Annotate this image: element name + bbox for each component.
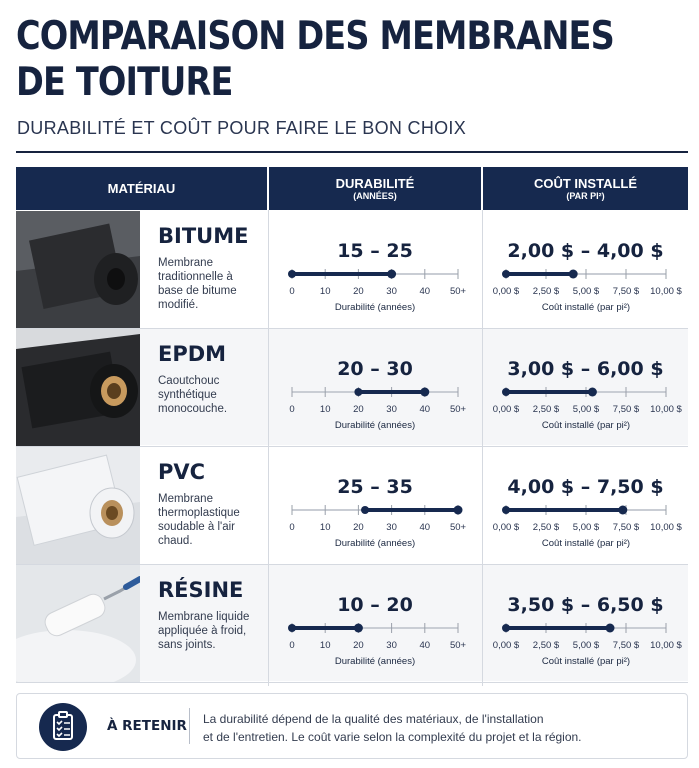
material-description xyxy=(158,610,266,652)
durability-tick-label: 20 xyxy=(353,286,364,297)
material-name: RÉSINE xyxy=(158,578,244,602)
cost-tick-label: 2,50 $ xyxy=(532,640,560,651)
material-name: BITUME xyxy=(158,224,249,248)
cost-tick-label: 2,50 $ xyxy=(532,404,560,415)
durability-tick-label: 50+ xyxy=(449,640,467,651)
durability-range-label: 25 – 35 xyxy=(337,476,413,498)
header-material xyxy=(16,167,267,210)
durability-axis-label: Durabilité (années) xyxy=(334,538,416,549)
material-description-line: sans joints. xyxy=(158,639,216,651)
material-description-line: Caoutchouc xyxy=(158,375,220,387)
material-name: EPDM xyxy=(158,342,227,366)
cost-range-dot xyxy=(606,624,615,633)
material-description-line: traditionnelle à xyxy=(158,271,233,283)
durability-tick-label: 50+ xyxy=(449,404,467,415)
footer-label: À RETENIR xyxy=(107,718,187,734)
durability-tick-label: 10 xyxy=(319,404,331,415)
material-name: PVC xyxy=(158,460,206,484)
cost-tick-label: 5,00 $ xyxy=(572,640,600,651)
header-material-label: MATÉRIAU xyxy=(107,181,176,196)
cost-scale xyxy=(492,268,682,313)
cost-range-label: 2,00 $ – 4,00 $ xyxy=(507,240,664,262)
durability-range-dot xyxy=(361,506,369,514)
durability-scale xyxy=(289,622,467,667)
cost-range-label: 4,00 $ – 7,50 $ xyxy=(507,476,664,498)
cost-scale xyxy=(492,622,682,667)
material-description-line: monocouche. xyxy=(158,403,228,415)
durability-tick-label: 30 xyxy=(386,640,397,651)
durability-range-label: 10 – 20 xyxy=(337,594,413,616)
cost-tick-label: 0,00 $ xyxy=(492,404,520,415)
cost-tick-label: 0,00 $ xyxy=(492,286,520,297)
material-description-line: base de bitume xyxy=(158,285,237,297)
durability-tick-label: 40 xyxy=(419,522,431,533)
durability-tick-label: 20 xyxy=(353,522,364,533)
cost-tick-label: 2,50 $ xyxy=(532,522,560,533)
clipboard-checklist-icon xyxy=(39,703,87,751)
cost-range-dot xyxy=(502,388,510,396)
durability-range-label: 20 – 30 xyxy=(337,358,413,380)
cost-range-dot xyxy=(618,506,627,515)
durability-axis-label: Durabilité (années) xyxy=(334,302,416,313)
header-cost-sub: (PAR PI²) xyxy=(566,190,605,201)
cost-range-dot xyxy=(502,624,510,632)
durability-tick-label: 50+ xyxy=(449,286,467,297)
durability-tick-label: 50+ xyxy=(449,522,467,533)
material-photo-dark-roll xyxy=(16,329,140,446)
durability-tick-label: 30 xyxy=(386,404,397,415)
cost-scale xyxy=(492,504,682,549)
material-description xyxy=(158,256,266,312)
page-title xyxy=(16,14,614,106)
footer-divider xyxy=(189,708,190,744)
durability-range-dot xyxy=(420,388,429,397)
durability-tick-label: 20 xyxy=(353,404,364,415)
cost-range-label: 3,00 $ – 6,00 $ xyxy=(507,358,664,380)
durability-tick-label: 30 xyxy=(386,286,397,297)
header-cost-label: COÛT INSTALLÉ xyxy=(533,175,638,191)
durability-tick-label: 30 xyxy=(386,522,397,533)
cost-axis-label: Coût installé (par pi²) xyxy=(541,656,631,667)
durability-range-dot xyxy=(387,270,396,279)
cost-tick-label: 7,50 $ xyxy=(612,522,640,533)
column-divider xyxy=(268,210,269,686)
header-cost xyxy=(483,167,688,210)
durability-tick-label: 10 xyxy=(319,522,331,533)
header-durability xyxy=(269,167,481,210)
durability-range-label: 15 – 25 xyxy=(337,240,413,262)
cost-axis-label: Coût installé (par pi²) xyxy=(541,420,631,431)
cost-tick-label: 5,00 $ xyxy=(572,286,600,297)
cost-range-dot xyxy=(569,270,578,279)
cost-tick-label: 10,00 $ xyxy=(650,286,682,297)
cost-tick-label: 10,00 $ xyxy=(650,522,682,533)
durability-scale xyxy=(289,386,467,431)
durability-axis-label: Durabilité (années) xyxy=(334,656,416,667)
durability-tick-label: 0 xyxy=(289,404,295,415)
material-description xyxy=(158,492,266,548)
material-description-line: soudable à l'air xyxy=(158,521,235,533)
footer-text xyxy=(203,710,673,746)
durability-range-dot xyxy=(454,506,463,515)
cost-tick-label: 7,50 $ xyxy=(612,640,640,651)
row-divider xyxy=(16,682,688,683)
cost-tick-label: 2,50 $ xyxy=(532,286,560,297)
column-divider xyxy=(482,210,483,686)
cost-tick-label: 10,00 $ xyxy=(650,404,682,415)
material-description xyxy=(158,374,266,416)
durability-scale xyxy=(289,268,467,313)
material-description-line: appliquée à froid, xyxy=(158,625,247,637)
cost-scale xyxy=(492,386,682,431)
material-photo-black-roll xyxy=(16,211,140,328)
material-description-line: synthétique xyxy=(158,389,217,401)
title-divider xyxy=(16,151,688,153)
cost-range-dot xyxy=(588,388,597,397)
durability-range-dot xyxy=(288,624,296,632)
durability-range-dot xyxy=(354,388,362,396)
material-photo-paint-roller xyxy=(16,565,140,682)
durability-range-dot xyxy=(288,270,296,278)
material-description-line: Membrane liquide xyxy=(158,611,250,623)
footer-text-line-1: La durabilité dépend de la qualité des matériaux, de l'installation xyxy=(203,712,544,726)
cost-axis-label: Coût installé (par pi²) xyxy=(541,302,631,313)
material-description-line: chaud. xyxy=(158,535,193,547)
durability-tick-label: 40 xyxy=(419,640,431,651)
cost-tick-label: 5,00 $ xyxy=(572,404,600,415)
durability-scale xyxy=(289,504,467,549)
material-description-line: modifié. xyxy=(158,299,199,311)
durability-tick-label: 0 xyxy=(289,522,295,533)
header-durability-label: DURABILITÉ xyxy=(335,175,415,191)
durability-tick-label: 40 xyxy=(419,286,431,297)
durability-tick-label: 10 xyxy=(319,640,331,651)
cost-range-dot xyxy=(502,506,510,514)
durability-tick-label: 40 xyxy=(419,404,431,415)
cost-tick-label: 0,00 $ xyxy=(492,522,520,533)
cost-axis-label: Coût installé (par pi²) xyxy=(541,538,631,549)
material-description-line: thermoplastique xyxy=(158,507,240,519)
durability-tick-label: 20 xyxy=(353,640,364,651)
material-description-line: Membrane xyxy=(158,493,213,505)
durability-tick-label: 0 xyxy=(289,640,295,651)
material-photo-white-roll xyxy=(16,447,140,564)
durability-axis-label: Durabilité (années) xyxy=(334,420,416,431)
cost-tick-label: 5,00 $ xyxy=(572,522,600,533)
material-description-line: Membrane xyxy=(158,257,213,269)
cost-range-label: 3,50 $ – 6,50 $ xyxy=(507,594,664,616)
durability-tick-label: 0 xyxy=(289,286,295,297)
cost-tick-label: 10,00 $ xyxy=(650,640,682,651)
cost-tick-label: 7,50 $ xyxy=(612,404,640,415)
footer-text-line-2: et de l'entretien. Le coût varie selon la complexité du projet et la région. xyxy=(203,730,582,744)
page-title-line-2: DE TOITURE xyxy=(16,60,233,105)
cost-tick-label: 7,50 $ xyxy=(612,286,640,297)
page-subtitle: DURABILITÉ ET COÛT POUR FAIRE LE BON CHOIX xyxy=(17,118,467,138)
header-durability-sub: (ANNÉES) xyxy=(353,190,397,201)
cost-tick-label: 0,00 $ xyxy=(492,640,520,651)
page-title-line-1: COMPARAISON DES MEMBRANES xyxy=(16,14,614,59)
cost-range-dot xyxy=(502,270,510,278)
durability-range-dot xyxy=(354,624,363,633)
durability-tick-label: 10 xyxy=(319,286,331,297)
